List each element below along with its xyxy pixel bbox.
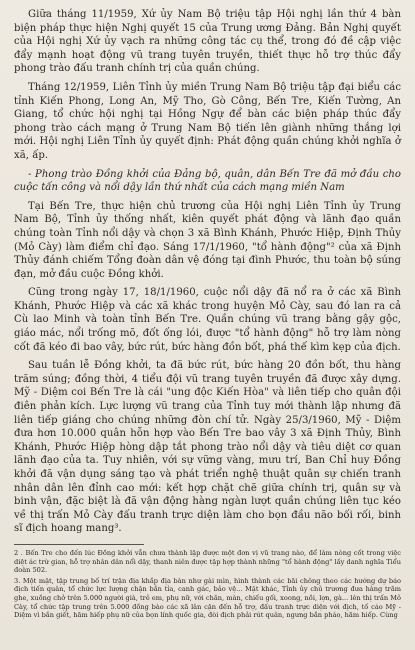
paragraph: Tại Bến Tre, thực hiện chủ trương của Hội nghị Liên Tỉnh ủy Trung Nam Bộ, Tỉnh ủy thống nhất, kiên quyết phát động và lãnh đạo quần chúng toàn Tỉnh nổi dậy và chọn 3 xã Bình Khánh, Phước Hiệp, Định Thủy (Mỏ Cày) làm điểm chỉ đạo. Sáng 17/1/1960, "tổ hành động"² của xã Định Thủy đánh chiếm Tổng đoàn dân vệ đóng tại đình Phước, thu toàn bộ súng đạn, mở đầu cuộc Đồng khởi.	[14, 200, 401, 280]
paragraph: Tháng 12/1959, Liên Tỉnh ủy miền Trung Nam Bộ triệu tập đại biểu các tỉnh Kiến Phong, Long An, Mỹ Tho, Gò Công, Bến Tre, Kiến Tường, An Giang, tổ chức hội nghị tại Hồng Ngự để bàn các biện pháp thúc đẩy phong trào cách mạng ở Trung Nam Bộ tiến lên giành những thắng lợi mới. Hội nghị Liên Tỉnh ủy quyết định: Phát động quần chúng khởi nghĩa ở xã, ấp.	[14, 81, 401, 161]
paragraph: Cũng trong ngày 17, 18/1/1960, cuộc nổi dậy đã nổ ra ở các xã Bình Khánh, Phước Hiệp và các xã khác trong huyện Mỏ Cày, sau đó lan ra cả Cù lao Minh và toàn tỉnh Bến Tre. Quần chúng vũ trang bằng gậy gộc, giáo mác, nổi trống mõ, đốt ống lói, được "tổ hành động" hỗ trợ làm nòng cốt đã kéo đi bao vây, bức rút, bức hàng đồn bốt, phá thế kìm kẹp của địch.	[14, 287, 401, 353]
footnote: 3. Một mặt, tập trung bố trí trận địa khắp địa bàn như gài mìn, hình thành các bãi chông theo các hướng dự báo địch tiến quân, tổ chức lực lượng chặn bắn tỉa, canh gác, bảo vệ... Mặt khác, Tỉnh ủy chủ trương đưa hàng trăm ghe, xuồng chở trên 5.000 người già, trẻ em, phụ nữ, với chăn, màn, chiếu gối, xoong, nồi, lợn, gà... lên thị trấn Mỏ Cày, tổ chức tập trung trên 5.000 đồng bào các xã lân cận đến hỗ trợ, đấu tranh trực diện với địch, tố cáo Mỹ - Diệm vì bắn giết, hãm hiếp phụ nữ của bọn lính quốc gia, đòi địch phải rút quân, ngưng bắn pháo, hãm hiếp. Cùng	[14, 576, 401, 620]
paragraph: Sau tuần lễ Đồng khởi, ta đã bức rút, bức hàng 20 đồn bốt, thu hàng trăm súng; đồng thời, 4 tiểu đội vũ trang tuyên truyền đã được xây dựng. Mỹ - Diệm coi Bến Tre là cái "ung độc Kiến Hòa" và liên tiếp cho quân đội điên phản kích. Lực lượng vũ trang của Tỉnh tuy mới thành lập nhưng đã liên tiếp giáng cho chúng những đòn chí tử. Ngày 25/3/1960, Mỹ - Diệm đưa hơn 10.000 quân hỗn hợp vào Bến Tre bao vây 3 xã Định Thủy, Bình Khánh, Phước Hiệp hòng dập tắt phong trào nổi dậy và tiêu diệt cơ quan lãnh đạo của ta. Tuy nhiên, với sự vững vàng, mưu trí, Ban Chỉ huy Đồng khởi đã vận dụng sáng tạo và phát triển nghệ thuật quân sự chiến tranh nhân dân lên đỉnh cao mới: kết hợp chặt chẽ giữa chính trị, quân sự và binh vận, đặc biệt là đã vận động hàng ngàn lượt quần chúng liên tục kéo về thị trấn Mỏ Cày đấu tranh trực diện làm cho bọn đầu não bối rối, binh sĩ địch hoang mang³.	[14, 360, 401, 535]
body-text	[14, 8, 401, 536]
footnotes	[14, 549, 401, 620]
paragraph: Giữa tháng 11/1959, Xứ ủy Nam Bộ triệu tập Hội nghị lần thứ 4 bàn biện pháp thực hiện Nghị quyết 15 của Trung ương Đảng. Bản Nghị quyết của Hội nghị Xứ ủy vạch ra những công tác cụ thể, trong đó đề cập việc đẩy mạnh hoạt động vũ trang tuyên truyền, thiết thực hỗ trợ thúc đẩy phong trào đấu tranh chính trị của quần chúng.	[14, 9, 401, 75]
footnote: 2 . Bến Tre cho đến lúc Đồng khởi vẫn chưa thành lập được một đơn vị vũ trang nào, để làm nòng cốt trong việc diệt ác trừ gian, hỗ trợ nhân dân nổi dậy, thanh niên được tập hợp thành những "tổ hành động" lấy danh nghĩa Tiểu đoàn 502.	[14, 548, 401, 575]
section-heading-italic: - Phong trào Đồng khởi của Đảng bộ, quân, dân Bến Tre đã mở đầu cho cuộc tấn công và nổi dậy lần thứ nhất của cách mạng miền Nam	[14, 168, 401, 194]
footnote-divider	[14, 544, 144, 545]
